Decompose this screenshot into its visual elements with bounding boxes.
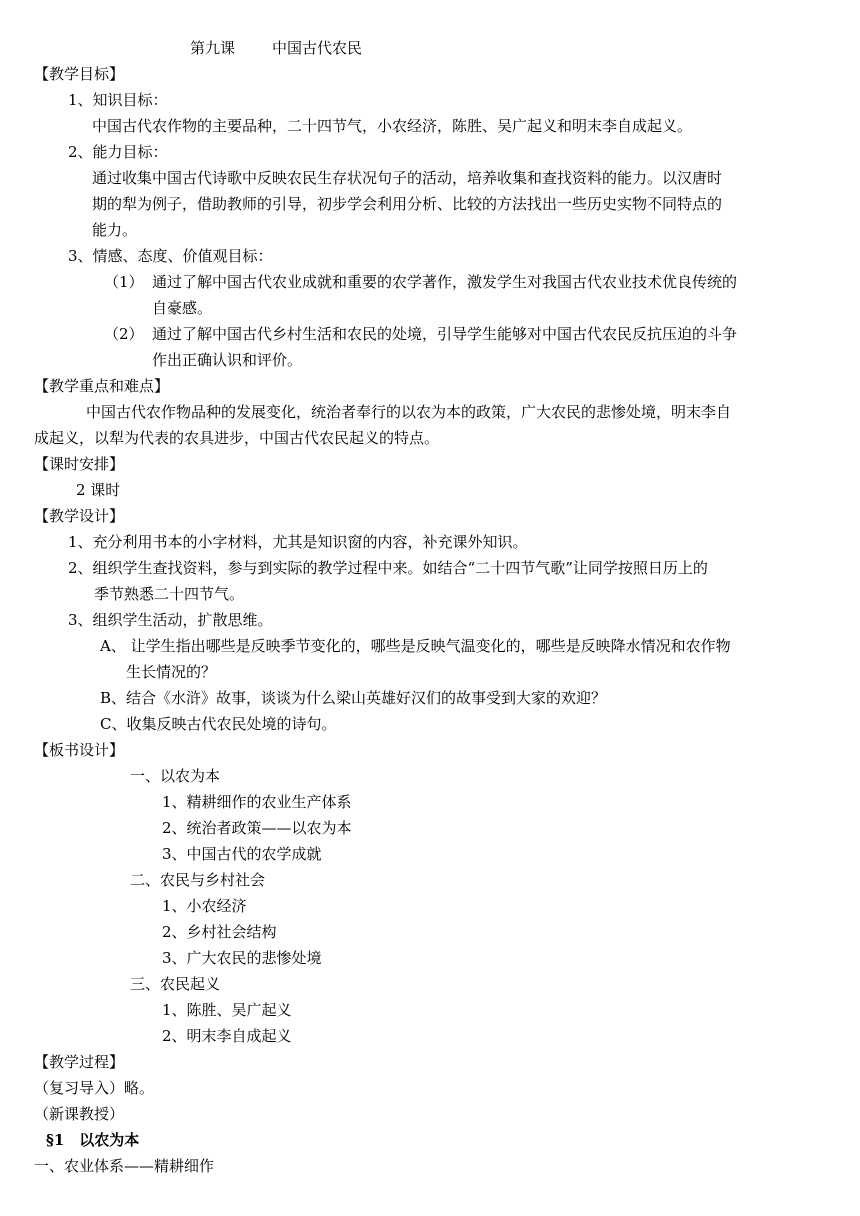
design-item-3b: B、结合《水浒》故事，谈谈为什么梁山英雄好汉们的故事受到大家的欢迎？ (100, 689, 607, 707)
emotion-goal-2-number: （2） (104, 325, 144, 343)
key-points-line-1: 中国古代农作物品种的发展变化，统治者奉行的以农为本的政策，广大农民的悲惨处境，明末李自 (86, 403, 732, 421)
emotion-goal-label: 3、情感、态度、价值观目标： (68, 247, 273, 265)
design-item-3a-line-2: 生长情况的？ (126, 663, 217, 681)
knowledge-goal-text: 中国古代农作物的主要品种，二十四节气，小农经济，陈胜、吴广起义和明末李自成起义。 (92, 117, 693, 135)
ability-goal-line-3: 能力。 (92, 221, 138, 239)
board-part-3-item-2: 2、明末李自成起义 (162, 1027, 292, 1045)
board-part-1: 一、以农为本 (130, 767, 221, 785)
goals-heading: 【教学目标】 (34, 65, 125, 83)
emotion-goal-2-line-1: 通过了解中国古代乡村生活和农民的处境，引导学生能够对中国古代农民反抗压迫的斗争 (152, 325, 738, 343)
schedule-heading: 【课时安排】 (34, 455, 125, 473)
process-subsection-1: 一、农业体系——精耕细作 (34, 1157, 215, 1175)
emotion-goal-1-line-2: 自豪感。 (152, 299, 213, 317)
knowledge-goal-label: 1、知识目标： (68, 91, 168, 109)
board-part-2: 二、农民与乡村社会 (130, 871, 266, 889)
page-title: 中国古代农民 (272, 39, 363, 57)
ability-goal-label: 2、能力目标： (68, 143, 168, 161)
board-part-1-item-1: 1、精耕细作的农业生产体系 (162, 793, 352, 811)
board-part-1-item-2: 2、统治者政策——以农为本 (162, 819, 352, 837)
ability-goal-line-1: 通过收集中国古代诗歌中反映农民生存状况句子的活动，培养收集和查找资料的能力。以汉唐时 (92, 169, 723, 187)
design-item-1: 1、充分利用书本的小字材料，尤其是知识窗的内容，补充课外知识。 (68, 533, 528, 551)
design-item-3a-line-1: A、 让学生指出哪些是反映季节变化的，哪些是反映气温变化的，哪些是反映降水情况和农作物 (100, 637, 731, 655)
process-new-lesson: （新课教授） (34, 1105, 125, 1123)
design-heading: 【教学设计】 (34, 507, 125, 525)
board-part-3-item-1: 1、陈胜、吴广起义 (162, 1001, 292, 1019)
schedule-text: 2 课时 (76, 481, 121, 499)
board-heading: 【板书设计】 (34, 741, 125, 759)
process-review: （复习导入）略。 (34, 1079, 155, 1097)
process-heading: 【教学过程】 (34, 1053, 125, 1071)
board-part-2-item-1: 1、小农经济 (162, 897, 247, 915)
key-points-heading: 【教学重点和难点】 (34, 377, 170, 395)
key-points-line-2: 成起义，以犁为代表的农具进步，中国古代农民起义的特点。 (34, 429, 440, 447)
design-item-3c: C、收集反映古代农民处境的诗句。 (100, 715, 337, 733)
ability-goal-line-2: 期的犁为例子，借助教师的引导，初步学会利用分析、比较的方法找出一些历史实物不同特点的 (92, 195, 723, 213)
design-item-3: 3、组织学生活动，扩散思维。 (68, 611, 273, 629)
design-item-2-line-2: 季节熟悉二十四节气。 (94, 585, 245, 603)
board-part-3: 三、农民起义 (130, 975, 221, 993)
board-part-2-item-2: 2、乡村社会结构 (162, 923, 277, 941)
process-section-1-heading: §1 以农为本 (46, 1131, 140, 1149)
board-part-2-item-3: 3、广大农民的悲惨处境 (162, 949, 322, 967)
emotion-goal-1-number: （1） (104, 273, 144, 291)
emotion-goal-2-line-2: 作出正确认识和评价。 (152, 351, 303, 369)
design-item-2-line-1: 2、组织学生查找资料，参与到实际的教学过程中来。如结合“二十四节气歌”让同学按照日历上的 (68, 559, 708, 577)
lesson-number: 第九课 (190, 39, 236, 57)
board-part-1-item-3: 3、中国古代的农学成就 (162, 845, 322, 863)
emotion-goal-1-line-1: 通过了解中国古代农业成就和重要的农学著作，激发学生对我国古代农业技术优良传统的 (152, 273, 738, 291)
